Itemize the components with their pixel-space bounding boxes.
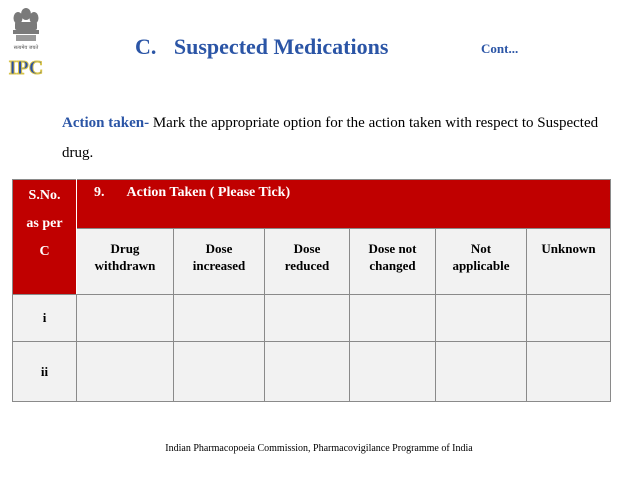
- action-taken-table: [12, 179, 610, 402]
- sno-header: [13, 180, 77, 295]
- instruction-body: Mark the appropriate option for the action taken with respect to Suspected drug.: [62, 115, 599, 161]
- sno-line-2: as per: [26, 216, 63, 231]
- tick-cell-not-applicable[interactable]: [436, 295, 527, 342]
- column-dose-reduced: [265, 229, 350, 295]
- instruction-lead: Action taken-: [62, 115, 150, 131]
- column-label: Dose: [293, 241, 321, 256]
- tick-cell-unknown[interactable]: [527, 342, 611, 402]
- footer-text: Indian Pharmacopoeia Commission, Pharmacovigilance Programme of India: [165, 443, 473, 454]
- column-drug-withdrawn: [77, 229, 174, 295]
- tick-cell-dose-reduced[interactable]: [265, 342, 350, 402]
- column-label: withdrawn: [94, 258, 156, 273]
- column-label: applicable: [452, 258, 510, 273]
- tick-cell-not-applicable[interactable]: [436, 342, 527, 402]
- instruction-text: [62, 108, 602, 168]
- column-label: changed: [369, 258, 416, 273]
- row-label: i: [13, 295, 77, 342]
- column-label: Dose not: [368, 241, 417, 256]
- tick-cell-dose-increased[interactable]: [174, 342, 265, 402]
- column-label: Drug: [110, 241, 140, 256]
- column-label: Not: [470, 241, 492, 256]
- tick-cell-dose-increased[interactable]: [174, 295, 265, 342]
- ipc-logo-text: IPC: [8, 57, 44, 78]
- row-label: ii: [13, 342, 77, 402]
- ipc-emblem-logo: [6, 4, 46, 78]
- tick-cell-dose-not-changed[interactable]: [350, 342, 436, 402]
- table-row: [13, 342, 611, 402]
- tick-cell-dose-not-changed[interactable]: [350, 295, 436, 342]
- column-label: increased: [192, 258, 246, 273]
- tick-cell-dose-reduced[interactable]: [265, 295, 350, 342]
- column-unknown: [527, 229, 611, 295]
- page-title: [135, 34, 388, 60]
- column-label: reduced: [284, 258, 330, 273]
- sno-line-3: C: [39, 244, 50, 259]
- column-not-applicable: [436, 229, 527, 295]
- column-label: Dose: [205, 241, 233, 256]
- column-dose-not-changed: [350, 229, 436, 295]
- heading-text: Action Taken ( Please Tick): [126, 185, 291, 200]
- tick-cell-unknown[interactable]: [527, 295, 611, 342]
- heading-number: 9.: [94, 185, 105, 200]
- section-title: Suspected Medications: [173, 34, 389, 59]
- column-dose-increased: [174, 229, 265, 295]
- action-taken-heading: [77, 180, 611, 229]
- section-letter: C.: [135, 34, 157, 59]
- sno-line-1: S.No.: [28, 188, 61, 203]
- continued-label: Cont...: [481, 41, 519, 56]
- column-label: Unknown: [541, 241, 596, 256]
- tick-cell-drug-withdrawn[interactable]: [77, 342, 174, 402]
- tick-cell-drug-withdrawn[interactable]: [77, 295, 174, 342]
- svg-text:सत्यमेव जयते: सत्यमेव जयते: [13, 45, 39, 51]
- table-row: [13, 295, 611, 342]
